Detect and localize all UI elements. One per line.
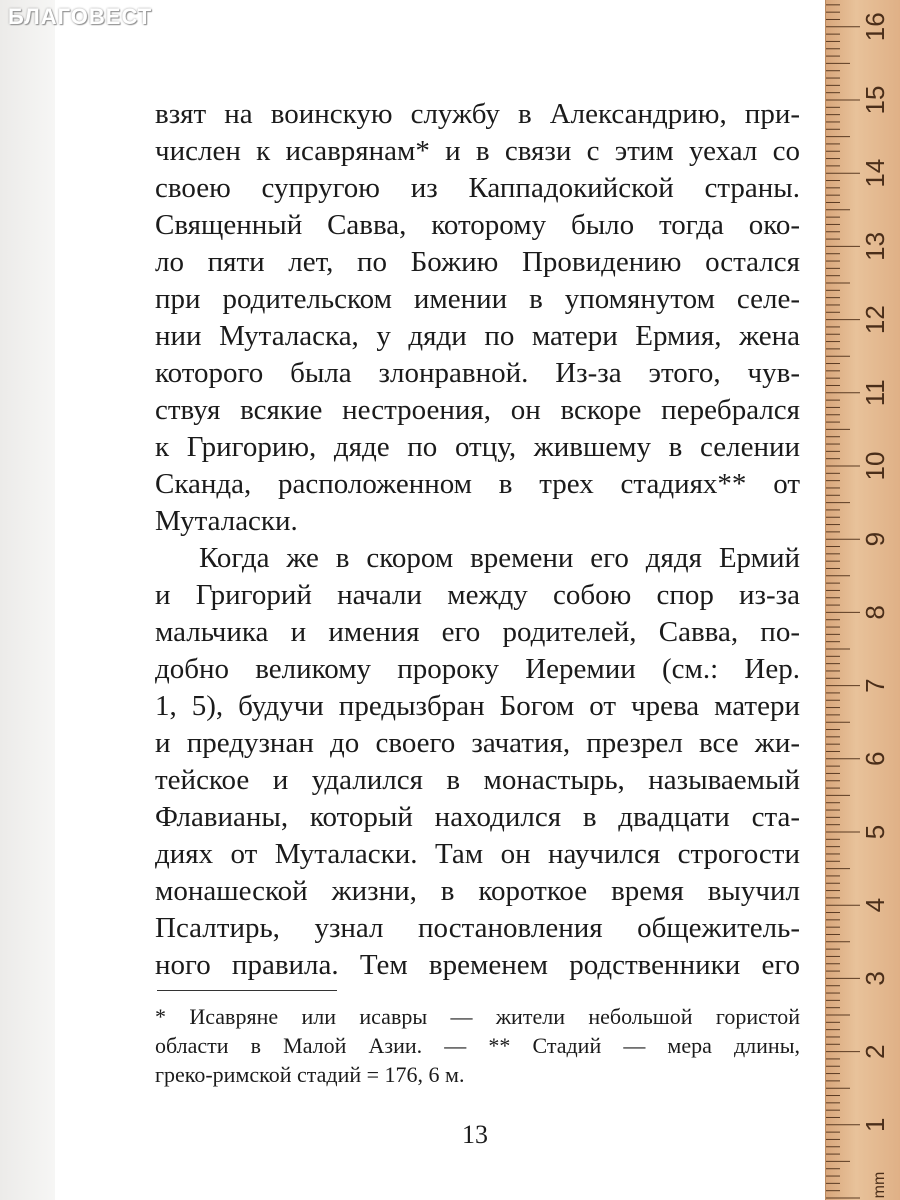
footnote-line: области в Малой Азии. — ** Стадий — мера длины, (155, 1033, 800, 1058)
text-line: Когда же в скором времени его дядя Ермий (199, 542, 800, 574)
text-line: мальчика и имения его родителей, Савва, по- (155, 616, 800, 648)
footnote-line: * Исавряне или исавры — жители небольшой гористой (155, 1004, 800, 1029)
ruler-label: 9 (860, 531, 890, 547)
footnote-rule (157, 990, 337, 991)
ruler-label: 12 (860, 305, 890, 335)
text-line: ного правила. Тем временем родственники его (155, 949, 800, 981)
ruler-label: 6 (860, 751, 890, 767)
body-text (155, 96, 800, 984)
ruler-label: 3 (860, 971, 890, 986)
text-line: добно великому пророку Иеремии (см.: Иер. (155, 653, 800, 685)
ruler-label: 7 (860, 678, 890, 693)
text-line: 1, 5), будучи предызбран Богом от чрева матери (155, 690, 800, 722)
text-line: и Григорий начали между собою спор из-за (155, 579, 800, 611)
text-line: Флавианы, который находился в двадцати ста- (155, 801, 800, 833)
ruler-label: 4 (860, 897, 890, 913)
ruler-label: 1 (860, 1117, 890, 1133)
ruler-label: 10 (860, 451, 890, 481)
text-line: Псалтирь, узнал постановления общежитель- (155, 912, 800, 944)
text-line: взят на воинскую службу в Александрию, при- (155, 98, 800, 130)
text-line: своею супругою из Каппадокийской страны. (155, 172, 800, 204)
watermark-logo: БЛАГОВЕСТ (8, 4, 153, 29)
page-number: 13 (462, 1120, 488, 1149)
text-line: Священный Савва, которому было тогда око- (155, 209, 800, 241)
text-line: которого была злонравной. Из-за этого, чув- (155, 357, 800, 389)
text-line: тейское и удалился в монастырь, называемый (155, 764, 800, 796)
text-line: и предузнан до своего зачатия, презрел все жи- (155, 727, 800, 759)
ruler-label: 13 (860, 231, 890, 261)
ruler-unit-label: mm (871, 1171, 888, 1199)
ruler-label: 2 (860, 1044, 890, 1059)
text-line: числен к исаврянам* и в связи с этим уехал со (155, 135, 800, 167)
text-line: диях от Муталаски. Там он научился строгости (155, 838, 800, 870)
ruler-label: 5 (860, 824, 890, 840)
text-line: монашеской жизни, в короткое время выучил (155, 875, 800, 907)
text-line: ло пяти лет, по Божию Провидению остался (155, 246, 800, 278)
ruler-label: 8 (860, 605, 890, 620)
text-line: при родительском имении в упомянутом селе- (155, 283, 800, 315)
text-line: Муталаски. (155, 505, 298, 537)
ruler-label: 14 (860, 158, 890, 188)
ruler-label: 15 (860, 85, 890, 115)
ruler-label: 11 (860, 379, 890, 407)
ruler (825, 0, 900, 1200)
text-line: нии Муталаска, у дяди по матери Ермия, жена (155, 320, 800, 352)
text-line: Сканда, расположенном в трех стадиях** от (155, 468, 800, 500)
footnote-line: греко-римской стадий = 176, 6 м. (155, 1062, 465, 1087)
footnote-text (155, 1002, 800, 1089)
ruler-scale (826, 0, 900, 1200)
text-line: к Григорию, дяде по отцу, жившему в селении (155, 431, 800, 463)
page-shadow (0, 0, 60, 1200)
text-line: ствуя всякие нестроения, он вскоре перебрался (155, 394, 800, 426)
ruler-label: 16 (860, 12, 890, 42)
